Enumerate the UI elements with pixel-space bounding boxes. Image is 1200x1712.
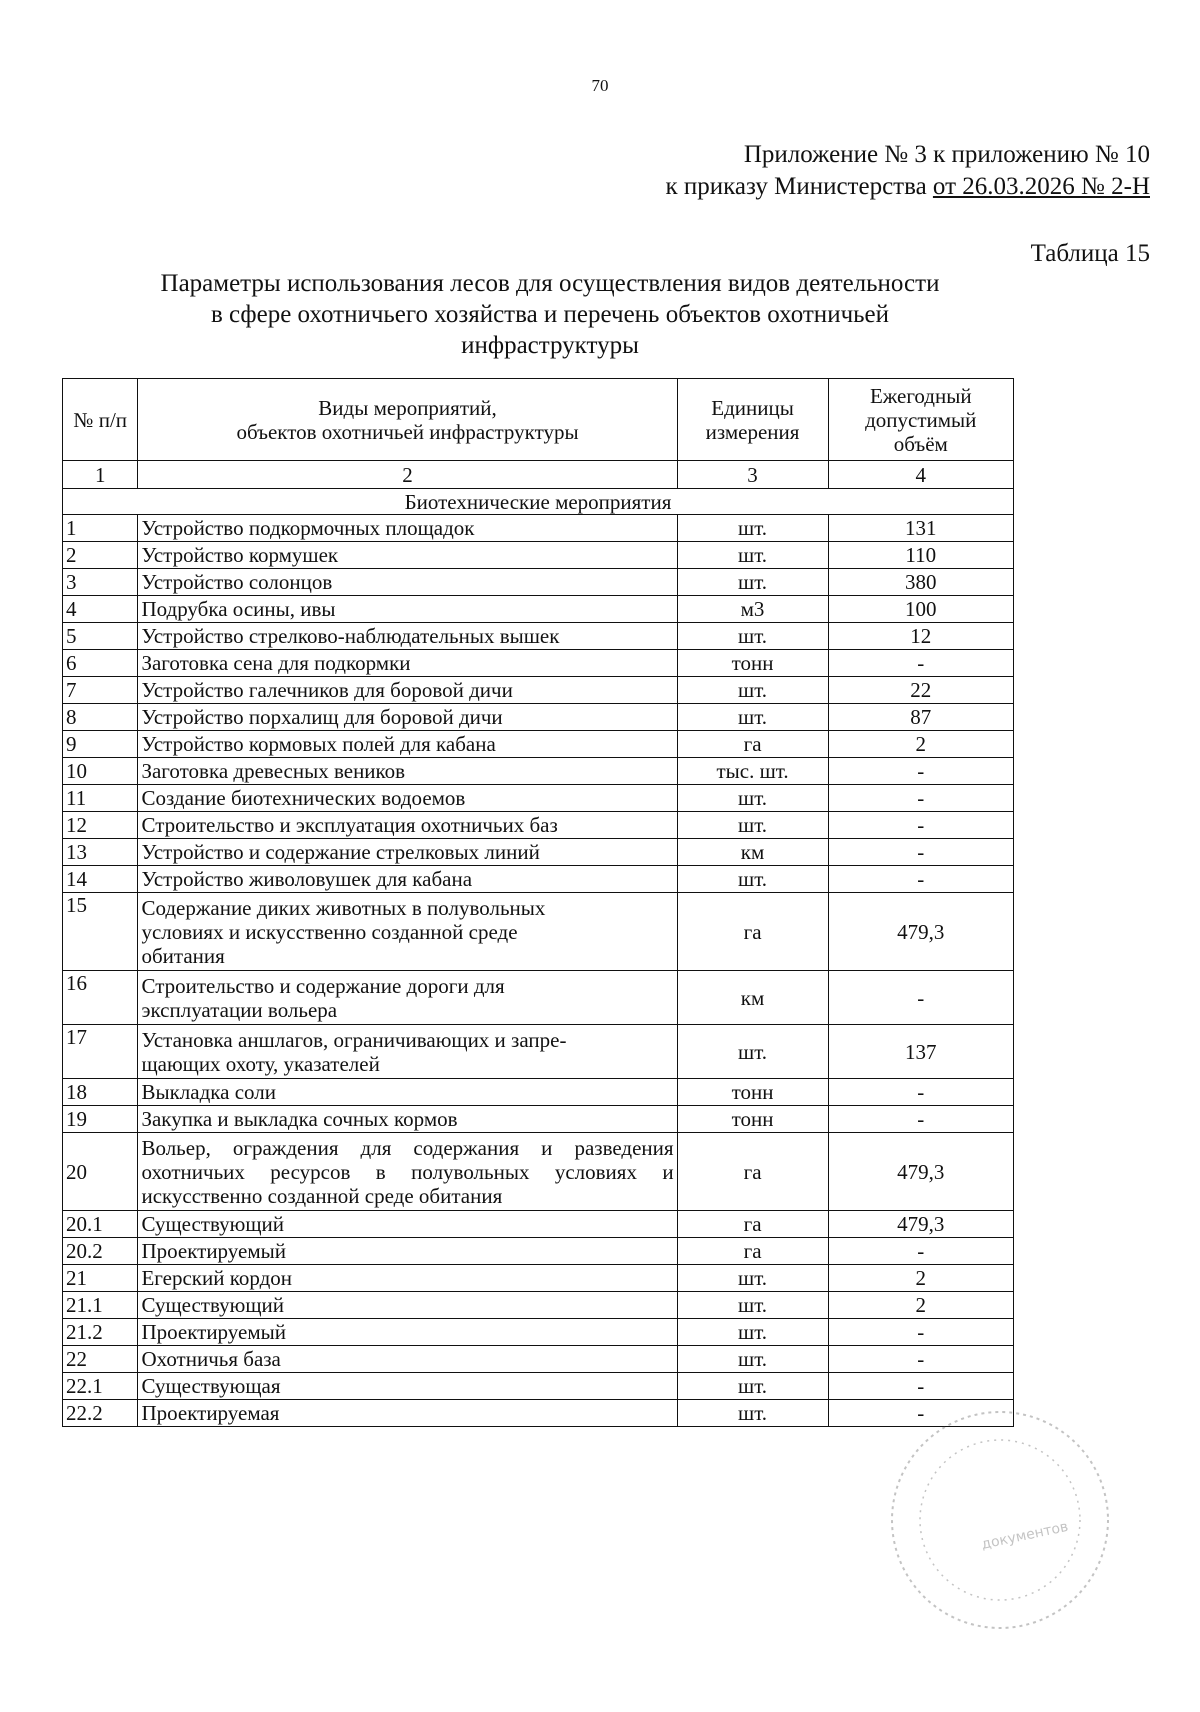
row-value: - (828, 650, 1013, 677)
table-row (63, 839, 1014, 866)
row-unit: км (677, 839, 828, 866)
row-number: 22.1 (63, 1373, 138, 1400)
row-number: 3 (63, 569, 138, 596)
row-name: Устройство подкормочных площадок (138, 515, 677, 542)
document-title (110, 268, 990, 361)
table-row (63, 812, 1014, 839)
row-number: 9 (63, 731, 138, 758)
column-number: 4 (828, 461, 1013, 489)
appendix-line-2 (450, 172, 1150, 202)
table-row (63, 650, 1014, 677)
header-num: № п/п (63, 379, 138, 461)
stamp-inner-ring (920, 1440, 1080, 1600)
row-number: 15 (63, 893, 138, 971)
row-name-line: условиях и искусственно созданной среде (141, 919, 518, 944)
row-number: 19 (63, 1106, 138, 1133)
row-name: Устройство галечников для боровой дичи (138, 677, 677, 704)
parameters-table (62, 378, 1014, 1427)
row-number: 7 (63, 677, 138, 704)
table-header-row (63, 379, 1014, 461)
row-name: Устройство порхалищ для боровой дичи (138, 704, 677, 731)
table-row (63, 1133, 1014, 1211)
row-number: 10 (63, 758, 138, 785)
row-unit: тыс. шт. (677, 758, 828, 785)
column-number: 1 (63, 461, 138, 489)
seal-stamp (885, 1405, 1115, 1635)
row-value: 131 (828, 515, 1013, 542)
row-name: Проектируемый (138, 1319, 677, 1346)
header-unit-line: измерения (705, 419, 800, 444)
row-name-line: щающих охоту, указателей (141, 1051, 380, 1076)
row-unit: шт. (677, 542, 828, 569)
table-row (63, 1106, 1014, 1133)
table-row (63, 1400, 1014, 1427)
row-number: 20 (63, 1133, 138, 1211)
row-value: 2 (828, 1265, 1013, 1292)
row-value: - (828, 1373, 1013, 1400)
row-unit: шт. (677, 812, 828, 839)
table-row (63, 866, 1014, 893)
row-name: Существующий (138, 1211, 677, 1238)
title-line: в сфере охотничьего хозяйства и перечень объектов охотничьей (210, 301, 890, 328)
row-number: 22.2 (63, 1400, 138, 1427)
table-row (63, 1079, 1014, 1106)
row-number: 20.1 (63, 1211, 138, 1238)
row-unit: шт. (677, 677, 828, 704)
row-unit: шт. (677, 515, 828, 542)
header-value-line: объём (893, 431, 948, 456)
stamp-outer-ring (892, 1412, 1108, 1628)
table-row (63, 1238, 1014, 1265)
header-value-line: Ежегодный (869, 383, 972, 408)
row-unit: шт. (677, 1025, 828, 1079)
row-number: 11 (63, 785, 138, 812)
table-row (63, 569, 1014, 596)
table-row (63, 893, 1014, 971)
table-row (63, 785, 1014, 812)
row-name (138, 971, 677, 1025)
row-unit: тонн (677, 650, 828, 677)
row-value: - (828, 839, 1013, 866)
row-value: - (828, 758, 1013, 785)
row-unit: шт. (677, 866, 828, 893)
row-unit: тонн (677, 1106, 828, 1133)
table-row (63, 758, 1014, 785)
header-name-line: объектов охотничьей инфраструктуры (236, 419, 579, 444)
row-value: - (828, 866, 1013, 893)
row-name-line: охотничьих ресурсов в полувольных условиях и (141, 1159, 674, 1184)
appendix-line-1: Приложение № 3 к приложению № 10 (743, 141, 1150, 168)
row-value: - (828, 1400, 1013, 1427)
row-value: 110 (828, 542, 1013, 569)
column-number: 3 (677, 461, 828, 489)
row-unit: га (677, 1238, 828, 1265)
header-value-line: допустимый (865, 407, 977, 432)
row-name: Подрубка осины, ивы (138, 596, 677, 623)
stamp-text: документов (980, 1518, 1070, 1553)
row-number: 6 (63, 650, 138, 677)
row-value: 87 (828, 704, 1013, 731)
row-unit: шт. (677, 1373, 828, 1400)
row-name: Егерский кордон (138, 1265, 677, 1292)
row-name: Устройство солонцов (138, 569, 677, 596)
row-value: 137 (828, 1025, 1013, 1079)
row-name: Устройство и содержание стрелковых линий (138, 839, 677, 866)
table-row (63, 515, 1014, 542)
row-value: 2 (828, 731, 1013, 758)
header-name-line: Виды мероприятий, (318, 395, 497, 420)
table-row (63, 731, 1014, 758)
section-row (63, 489, 1014, 515)
row-number: 13 (63, 839, 138, 866)
row-name (138, 893, 677, 971)
table-row (63, 596, 1014, 623)
table-row (63, 1211, 1014, 1238)
appendix-order-prefix: к приказу Министерства (665, 173, 933, 200)
row-value: - (828, 1079, 1013, 1106)
row-number: 1 (63, 515, 138, 542)
row-unit: тонн (677, 1079, 828, 1106)
row-name: Создание биотехнических водоемов (138, 785, 677, 812)
row-number: 2 (63, 542, 138, 569)
table-row (63, 1319, 1014, 1346)
row-name: Устройство стрелково-наблюдательных вышек (138, 623, 677, 650)
row-value: - (828, 1106, 1013, 1133)
table-row (63, 1025, 1014, 1079)
row-number: 21 (63, 1265, 138, 1292)
row-name (138, 1133, 677, 1211)
header-value (828, 379, 1013, 461)
appendix-order-date: от 26.03.2026 № 2-Н (932, 173, 1150, 200)
row-unit: км (677, 971, 828, 1025)
row-unit: м3 (677, 596, 828, 623)
row-name: Выкладка соли (138, 1079, 677, 1106)
row-number: 8 (63, 704, 138, 731)
column-number: 2 (138, 461, 677, 489)
row-unit: шт. (677, 1346, 828, 1373)
table-row (63, 1292, 1014, 1319)
row-name: Проектируемый (138, 1238, 677, 1265)
row-name: Существующий (138, 1292, 677, 1319)
row-unit: шт. (677, 1319, 828, 1346)
table-row (63, 971, 1014, 1025)
table-row (63, 677, 1014, 704)
row-unit: шт. (677, 704, 828, 731)
title-line: инфраструктуры (461, 332, 639, 359)
row-name: Заготовка древесных веников (138, 758, 677, 785)
row-value: - (828, 812, 1013, 839)
row-unit: шт. (677, 1265, 828, 1292)
row-number: 21.2 (63, 1319, 138, 1346)
row-number: 17 (63, 1025, 138, 1079)
header-unit-line: Единицы (711, 395, 794, 420)
table-row (63, 623, 1014, 650)
row-number: 12 (63, 812, 138, 839)
row-value: - (828, 785, 1013, 812)
row-number: 20.2 (63, 1238, 138, 1265)
row-number: 4 (63, 596, 138, 623)
row-value: 479,3 (828, 1133, 1013, 1211)
row-unit: шт. (677, 623, 828, 650)
table-row (63, 1265, 1014, 1292)
row-value: - (828, 1319, 1013, 1346)
row-number: 22 (63, 1346, 138, 1373)
row-unit: шт. (677, 785, 828, 812)
row-number: 14 (63, 866, 138, 893)
row-name: Заготовка сена для подкормки (138, 650, 677, 677)
row-value: 2 (828, 1292, 1013, 1319)
row-name: Существующая (138, 1373, 677, 1400)
title-line: Параметры использования лесов для осуществления видов деятельности (160, 270, 940, 297)
row-number: 21.1 (63, 1292, 138, 1319)
table-label: Таблица 15 (1030, 240, 1150, 267)
row-unit: шт. (677, 569, 828, 596)
row-name-line: эксплуатации вольера (141, 997, 338, 1022)
row-name (138, 1025, 677, 1079)
row-name-line: искусственно созданной среде обитания (141, 1183, 503, 1208)
row-name-line: Содержание диких животных в полувольных (141, 895, 546, 920)
row-name: Строительство и эксплуатация охотничьих баз (138, 812, 677, 839)
row-name-line: обитания (141, 943, 225, 968)
row-number: 16 (63, 971, 138, 1025)
row-value: 12 (828, 623, 1013, 650)
row-number: 18 (63, 1079, 138, 1106)
page-number: 70 (591, 76, 609, 95)
row-value: 479,3 (828, 893, 1013, 971)
row-unit: га (677, 1133, 828, 1211)
row-number: 5 (63, 623, 138, 650)
column-number-row (63, 461, 1014, 489)
row-value: 100 (828, 596, 1013, 623)
row-value: - (828, 1238, 1013, 1265)
table-row (63, 1373, 1014, 1400)
header-name (138, 379, 677, 461)
row-name: Устройство кормовых полей для кабана (138, 731, 677, 758)
table-body (63, 489, 1014, 1427)
row-value: 22 (828, 677, 1013, 704)
row-unit: га (677, 893, 828, 971)
row-name-line: Установка аншлагов, ограничивающих и запре- (141, 1027, 567, 1052)
row-name: Устройство живоловушек для кабана (138, 866, 677, 893)
row-name-line: Строительство и содержание дороги для (141, 973, 505, 998)
row-name-line: Вольер, ограждения для содержания и разведения (141, 1135, 674, 1160)
header-unit (677, 379, 828, 461)
table-row (63, 542, 1014, 569)
row-name: Охотничья база (138, 1346, 677, 1373)
table-row (63, 704, 1014, 731)
row-unit: га (677, 731, 828, 758)
section-title: Биотехнические мероприятия (63, 489, 1014, 515)
row-value: - (828, 971, 1013, 1025)
row-value: 380 (828, 569, 1013, 596)
row-unit: га (677, 1211, 828, 1238)
row-name: Устройство кормушек (138, 542, 677, 569)
row-value: - (828, 1346, 1013, 1373)
row-value: 479,3 (828, 1211, 1013, 1238)
row-unit: шт. (677, 1292, 828, 1319)
row-name: Проектируемая (138, 1400, 677, 1427)
row-name: Закупка и выкладка сочных кормов (138, 1106, 677, 1133)
row-unit: шт. (677, 1400, 828, 1427)
table-row (63, 1346, 1014, 1373)
